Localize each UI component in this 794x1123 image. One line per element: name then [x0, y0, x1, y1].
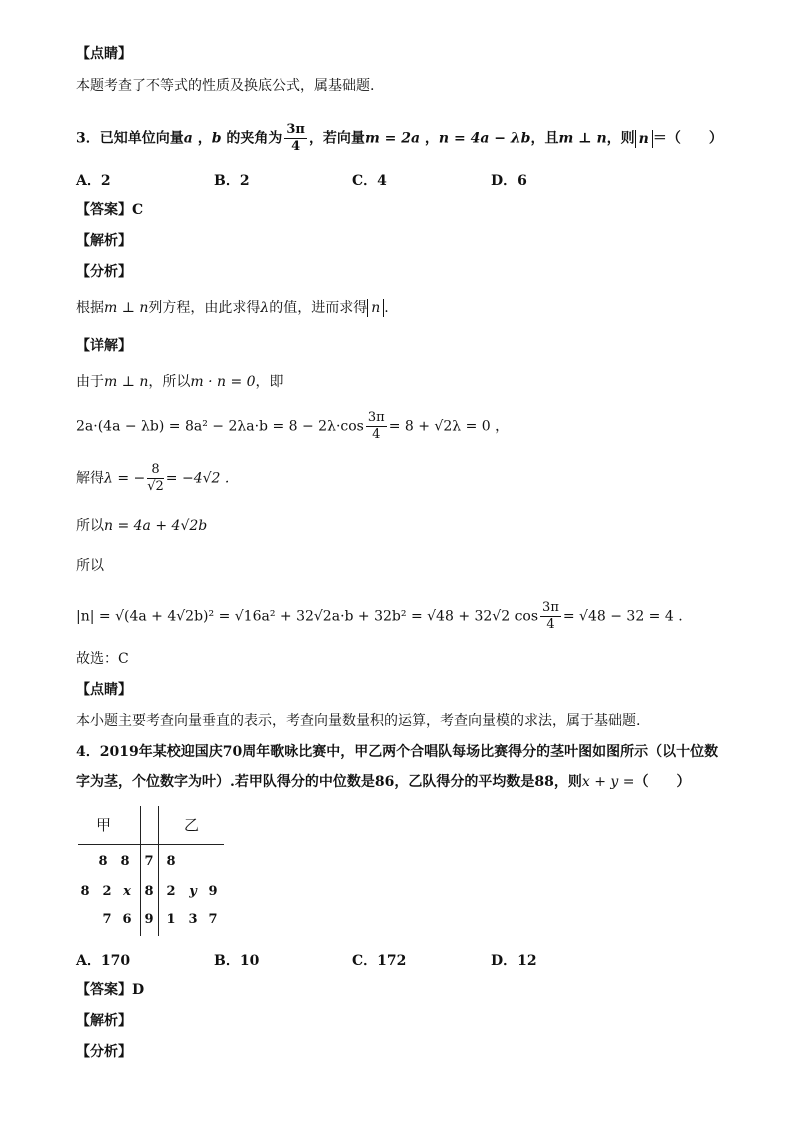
leaf-yi-r3-2: 3 — [188, 912, 198, 927]
detail-3-eq1: 2a·(4a − λb) = 8a² − 2λa·b = 8 − 2λ·cos $\frac{3\pi}{4}$ = 8 + √2λ = 0 ， — [76, 410, 510, 442]
header-jia: 甲 — [96, 816, 112, 834]
stem-r1: 7 — [144, 854, 154, 869]
detail-3-n: 所以n = 4a + 4√2b — [76, 518, 208, 534]
answer-3: 【答案】C — [76, 202, 144, 218]
abs-n-2: n — [367, 299, 384, 317]
stem-leaf-diagram — [78, 806, 224, 936]
stem-divider-right — [158, 806, 159, 936]
leaf-yi-r2-3: 9 — [208, 884, 218, 899]
dianjing-3-text: 本小题主要考查向量垂直的表示，考查向量数量积的运算，考查向量模的求法，属于基础题. — [76, 713, 641, 729]
header-yi: 乙 — [184, 816, 200, 834]
fenxi-4: 【分析】 — [76, 1044, 132, 1060]
vector-a: a — [183, 130, 193, 147]
leaf-yi-r3-1: 1 — [166, 912, 176, 927]
leaf-jia-r2-x: x — [123, 884, 131, 899]
detail-3-suoyi: 所以 — [76, 558, 104, 574]
lambda: λ — [260, 300, 270, 316]
q3-prefix: 3．已知单位向量 — [76, 130, 184, 147]
stem-r2: 8 — [144, 884, 154, 899]
q3-mid2: ，若向量 — [308, 130, 365, 147]
fraction-3pi-4: $\frac{3\pi}{4}$ — [286, 122, 305, 154]
q4-choice-d: D．12 — [491, 953, 537, 969]
abs-n: n — [635, 130, 653, 148]
m-perp-n-2: m ⊥ n — [104, 300, 149, 316]
fenxi-3: 【分析】 — [76, 264, 132, 280]
leaf-yi-r2-y: y — [189, 884, 197, 899]
jiexi-3: 【解析】 — [76, 233, 132, 249]
detail-3-final: |n| = √(4a + 4√2b)² = √16a² + 32√2a·b + 32b² = √48 + 32√2 cos $\frac{3\pi}{4}$ = √48 − 32 = 4 . — [76, 600, 683, 632]
eq-m: m = 2a — [364, 130, 421, 147]
q3-choice-d: D．6 — [491, 173, 527, 189]
q3-paren: ＝（ ） — [652, 130, 723, 147]
leaf-jia-r3-2: 6 — [122, 912, 132, 927]
vector-b: b — [211, 130, 222, 147]
leaf-yi-r3-3: 7 — [208, 912, 218, 927]
stem-divider-left — [140, 806, 141, 936]
dianjing-heading: 【点睛】 — [76, 46, 132, 62]
m-perp-n: m ⊥ n — [558, 130, 607, 147]
q3-mid1: 的夹角为 — [226, 130, 283, 147]
leaf-jia-r2-2: 2 — [102, 884, 112, 899]
q3-mid4: ，则 — [606, 130, 635, 147]
question-4-line1: 4．2019年某校迎国庆70周年歌咏比赛中，甲乙两个合唱队每场比赛得分的茎叶图如图所示（以十位数 — [76, 744, 719, 760]
fraction-3pi-4-c: $\frac{3\pi}{4}$ — [542, 600, 559, 632]
detail-3-line1: 由于m ⊥ n，所以m · n = 0，即 — [76, 374, 284, 390]
leaf-jia-r3-1: 7 — [102, 912, 112, 927]
guxuan-3: 故选：C — [76, 651, 129, 667]
q4-choice-a: A．170 — [76, 953, 131, 969]
fraction-8-root2: $\frac{8}{√2}$ — [147, 462, 164, 494]
detail-3-solve: 解得λ = − $\frac{8}{√2}$ = −4√2 . — [76, 462, 230, 494]
stem-r3: 9 — [144, 912, 154, 927]
fenxi-3-text: 根据m ⊥ n列方程，由此求得λ的值，进而求得 n . — [76, 300, 389, 316]
leaf-jia-r1-2: 8 — [120, 854, 130, 869]
leaf-yi-r2-1: 2 — [166, 884, 176, 899]
dianjing-3-heading: 【点睛】 — [76, 682, 132, 698]
header-divider — [78, 844, 224, 845]
leaf-yi-r1-1: 8 — [166, 854, 176, 869]
leaf-jia-r1-1: 8 — [98, 854, 108, 869]
q4-choice-b: B．10 — [214, 953, 260, 969]
jiexi-4: 【解析】 — [76, 1013, 132, 1029]
eq-n: n = 4a − λb — [438, 130, 531, 147]
question-4-line2: 字为茎，个位数字为叶）.若甲队得分的中位数是86，乙队得分的平均数是88，则x + y =（ ） — [76, 774, 691, 790]
xiangjie-3: 【详解】 — [76, 338, 132, 354]
q3-choice-b: B．2 — [214, 173, 250, 189]
question-3: 3．已知单位向量a ，b 的夹角为 $\frac{3\pi}{4}$ ，若向量m = 2a ，n = 4a − λb，且m ⊥ n，则 n ＝（ ） — [76, 122, 723, 154]
leaf-jia-r2-1: 8 — [80, 884, 90, 899]
q3-mid3: ，且 — [530, 130, 559, 147]
q3-choice-a: A．2 — [76, 173, 111, 189]
answer-4: 【答案】D — [76, 982, 145, 998]
fraction-3pi-4-b: $\frac{3\pi}{4}$ — [367, 410, 385, 442]
dianjing-text: 本题考查了不等式的性质及换底公式，属基础题. — [76, 78, 375, 94]
q3-choice-c: C．4 — [352, 173, 387, 189]
q4-choice-c: C．172 — [352, 953, 407, 969]
